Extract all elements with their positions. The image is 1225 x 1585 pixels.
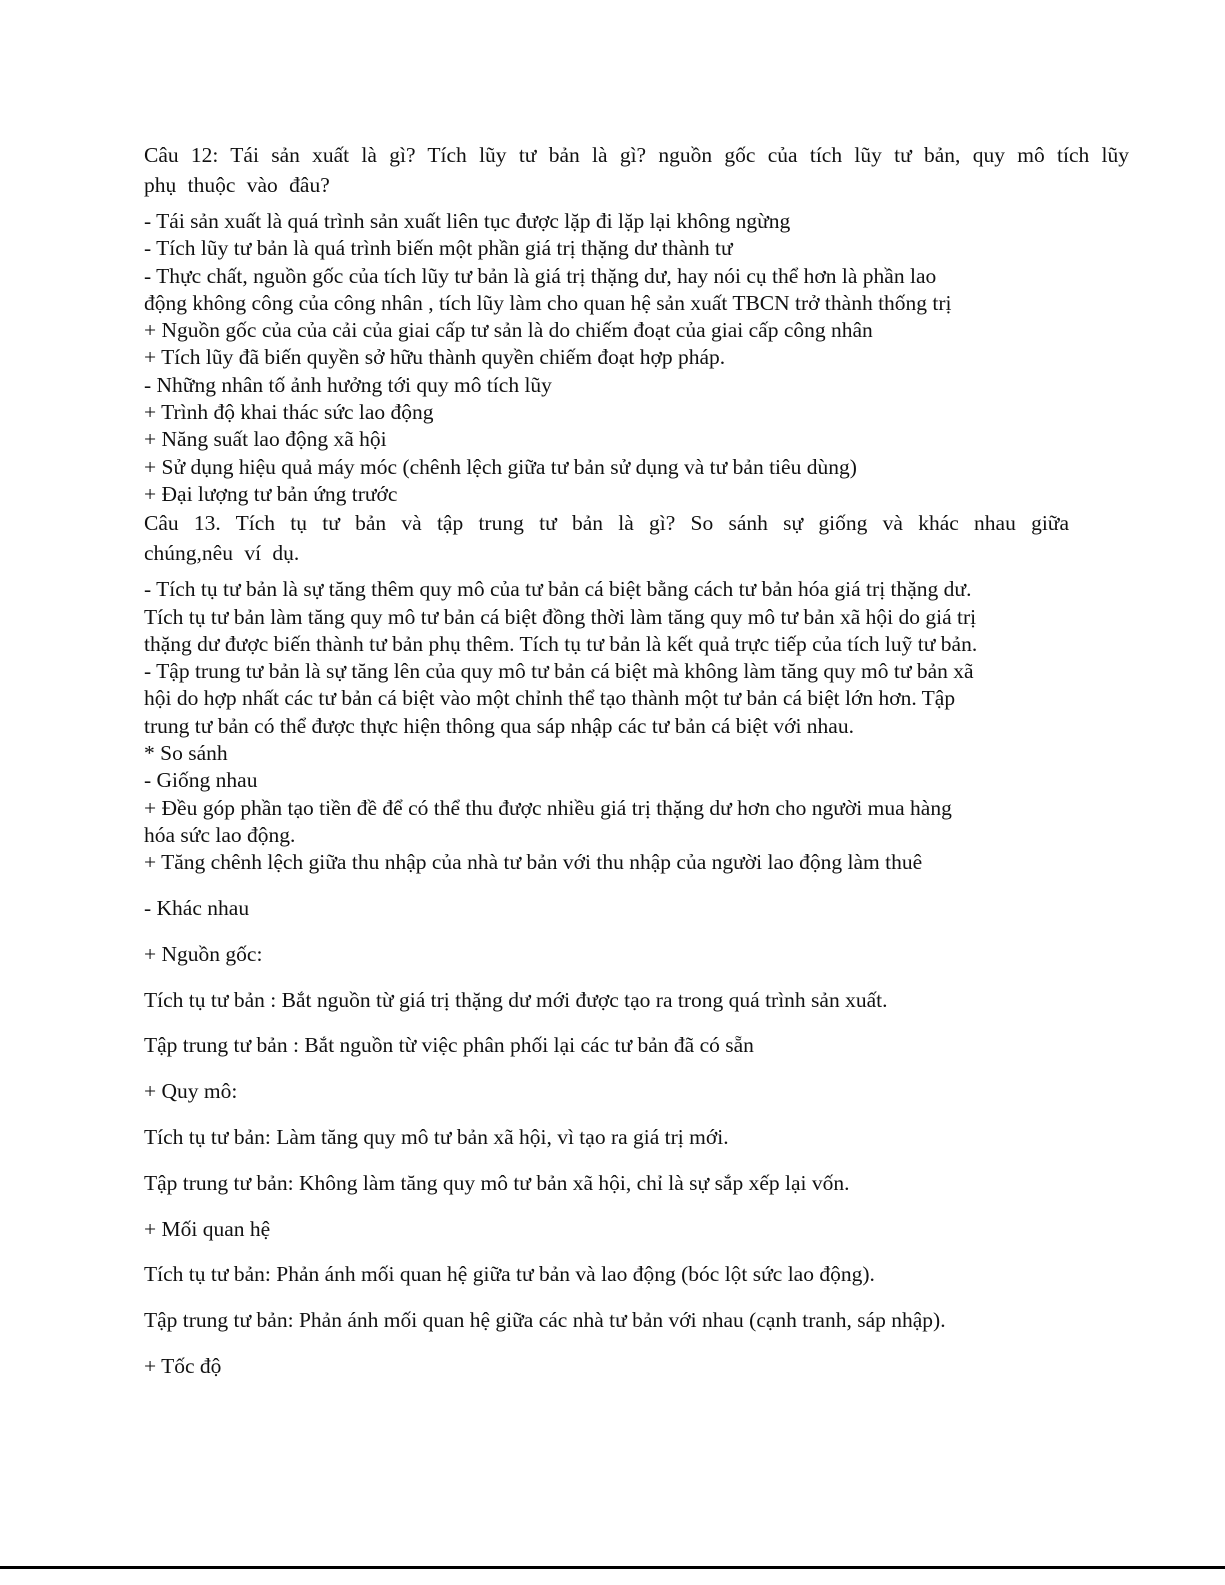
answer-12-line: + Đại lượng tư bản ứng trước xyxy=(144,481,398,506)
comparison-line: Tích tụ tư bản: Làm tăng quy mô tư bản xã hội, vì tạo ra giá trị mới. xyxy=(144,1125,729,1150)
comparison-criterion: + Quy mô: xyxy=(144,1079,238,1104)
answer-13-line: Tích tụ tư bản làm tăng quy mô tư bản cá biệt đồng thời làm tăng quy mô tư bản xã hội do giá trị xyxy=(144,604,977,629)
answer-13-line: + Tăng chênh lệch giữa thu nhập của nhà tư bản với thu nhập của người lao động làm thuê xyxy=(144,850,923,875)
document-body xyxy=(144,140,1129,1380)
answer-13-line: trung tư bản có thể được thực hiện thông qua sáp nhập các tư bản cá biệt với nhau. xyxy=(144,713,854,738)
answer-13-line: thặng dư được biến thành tư bản phụ thêm. Tích tụ tư bản là kết quả trực tiếp của tích luỹ tư bản. xyxy=(144,631,978,656)
comparison-criterion: + Mối quan hệ xyxy=(144,1216,271,1241)
answer-12-line: + Trình độ khai thác sức lao động xyxy=(144,400,434,425)
answer-13-line: * So sánh xyxy=(144,741,228,766)
answer-13-line: - Tích tụ tư bản là sự tăng thêm quy mô của tư bản cá biệt bằng cách tư bản hóa giá trị thặng dư. xyxy=(144,577,972,602)
question-13-heading: Câu 13. Tích tụ tư bản và tập trung tư bản là gì? So sánh sự giống và khác nhau giữa chúng,nêu ví dụ. xyxy=(144,511,1069,566)
answer-12-line: + Tích lũy đã biến quyền sở hữu thành quyền chiếm đoạt hợp pháp. xyxy=(144,345,726,370)
answer-12-line: + Sử dụng hiệu quả máy móc (chênh lệch giữa tư bản sử dụng và tư bản tiêu dùng) xyxy=(144,454,857,479)
answer-13-line: hội do hợp nhất các tư bản cá biệt vào một chỉnh thể tạo thành một tư bản cá biệt lớn hơn. Tập xyxy=(144,686,956,711)
answer-12-line: - Tích lũy tư bản là quá trình biến một phần giá trị thặng dư thành tư xyxy=(144,236,733,261)
comparison-line: Tập trung tư bản : Bắt nguồn từ việc phân phối lại các tư bản đã có sẵn xyxy=(144,1033,754,1058)
answer-12-line: + Năng suất lao động xã hội xyxy=(144,427,387,452)
answer-12-line: + Nguồn gốc của của cải của giai cấp tư sản là do chiếm đoạt của giai cấp công nhân xyxy=(144,318,873,343)
question-12-heading: Câu 12: Tái sản xuất là gì? Tích lũy tư bản là gì? nguồn gốc của tích lũy tư bản, quy mô tích lũy phụ thuộc vào đâu? xyxy=(144,143,1129,197)
answer-13-line: - Giống nhau xyxy=(144,768,258,793)
comparison-criterion: + Tốc độ xyxy=(144,1354,222,1378)
comparison-line: Tập trung tư bản: Phản ánh mối quan hệ giữa các nhà tư bản với nhau (cạnh tranh, sáp nhập). xyxy=(144,1308,946,1333)
answer-13-line: hóa sức lao động. xyxy=(144,822,296,847)
answer-13-line: + Đều góp phần tạo tiền đề để có thể thu được nhiều giá trị thặng dư hơn cho người mua hàng xyxy=(144,795,952,820)
answer-12-line: - Tái sản xuất là quá trình sản xuất liên tục được lặp đi lặp lại không ngừng xyxy=(144,209,791,233)
differences-heading: - Khác nhau xyxy=(144,896,250,921)
answer-12-line: - Những nhân tố ảnh hưởng tới quy mô tích lũy xyxy=(144,372,552,397)
comparison-criterion: + Nguồn gốc: xyxy=(144,941,263,966)
answer-12-line: động không công của công nhân , tích lũy làm cho quan hệ sản xuất TBCN trở thành thống trị xyxy=(144,290,952,315)
comparison-line: Tích tụ tư bản: Phản ánh mối quan hệ giữa tư bản và lao động (bóc lột sức lao động). xyxy=(144,1262,875,1287)
comparison-line: Tập trung tư bản: Không làm tăng quy mô tư bản xã hội, chỉ là sự sắp xếp lại vốn. xyxy=(144,1170,850,1195)
page-bottom-rule xyxy=(0,1566,1225,1569)
answer-12-line: - Thực chất, nguồn gốc của tích lũy tư bản là giá trị thặng dư, hay nói cụ thể hơn là phần lao xyxy=(144,263,937,288)
answer-13-line: - Tập trung tư bản là sự tăng lên của quy mô tư bản cá biệt mà không làm tăng quy mô tư bản xã xyxy=(144,659,974,684)
comparison-line: Tích tụ tư bản : Bắt nguồn từ giá trị thặng dư mới được tạo ra trong quá trình sản xuất. xyxy=(144,987,888,1012)
